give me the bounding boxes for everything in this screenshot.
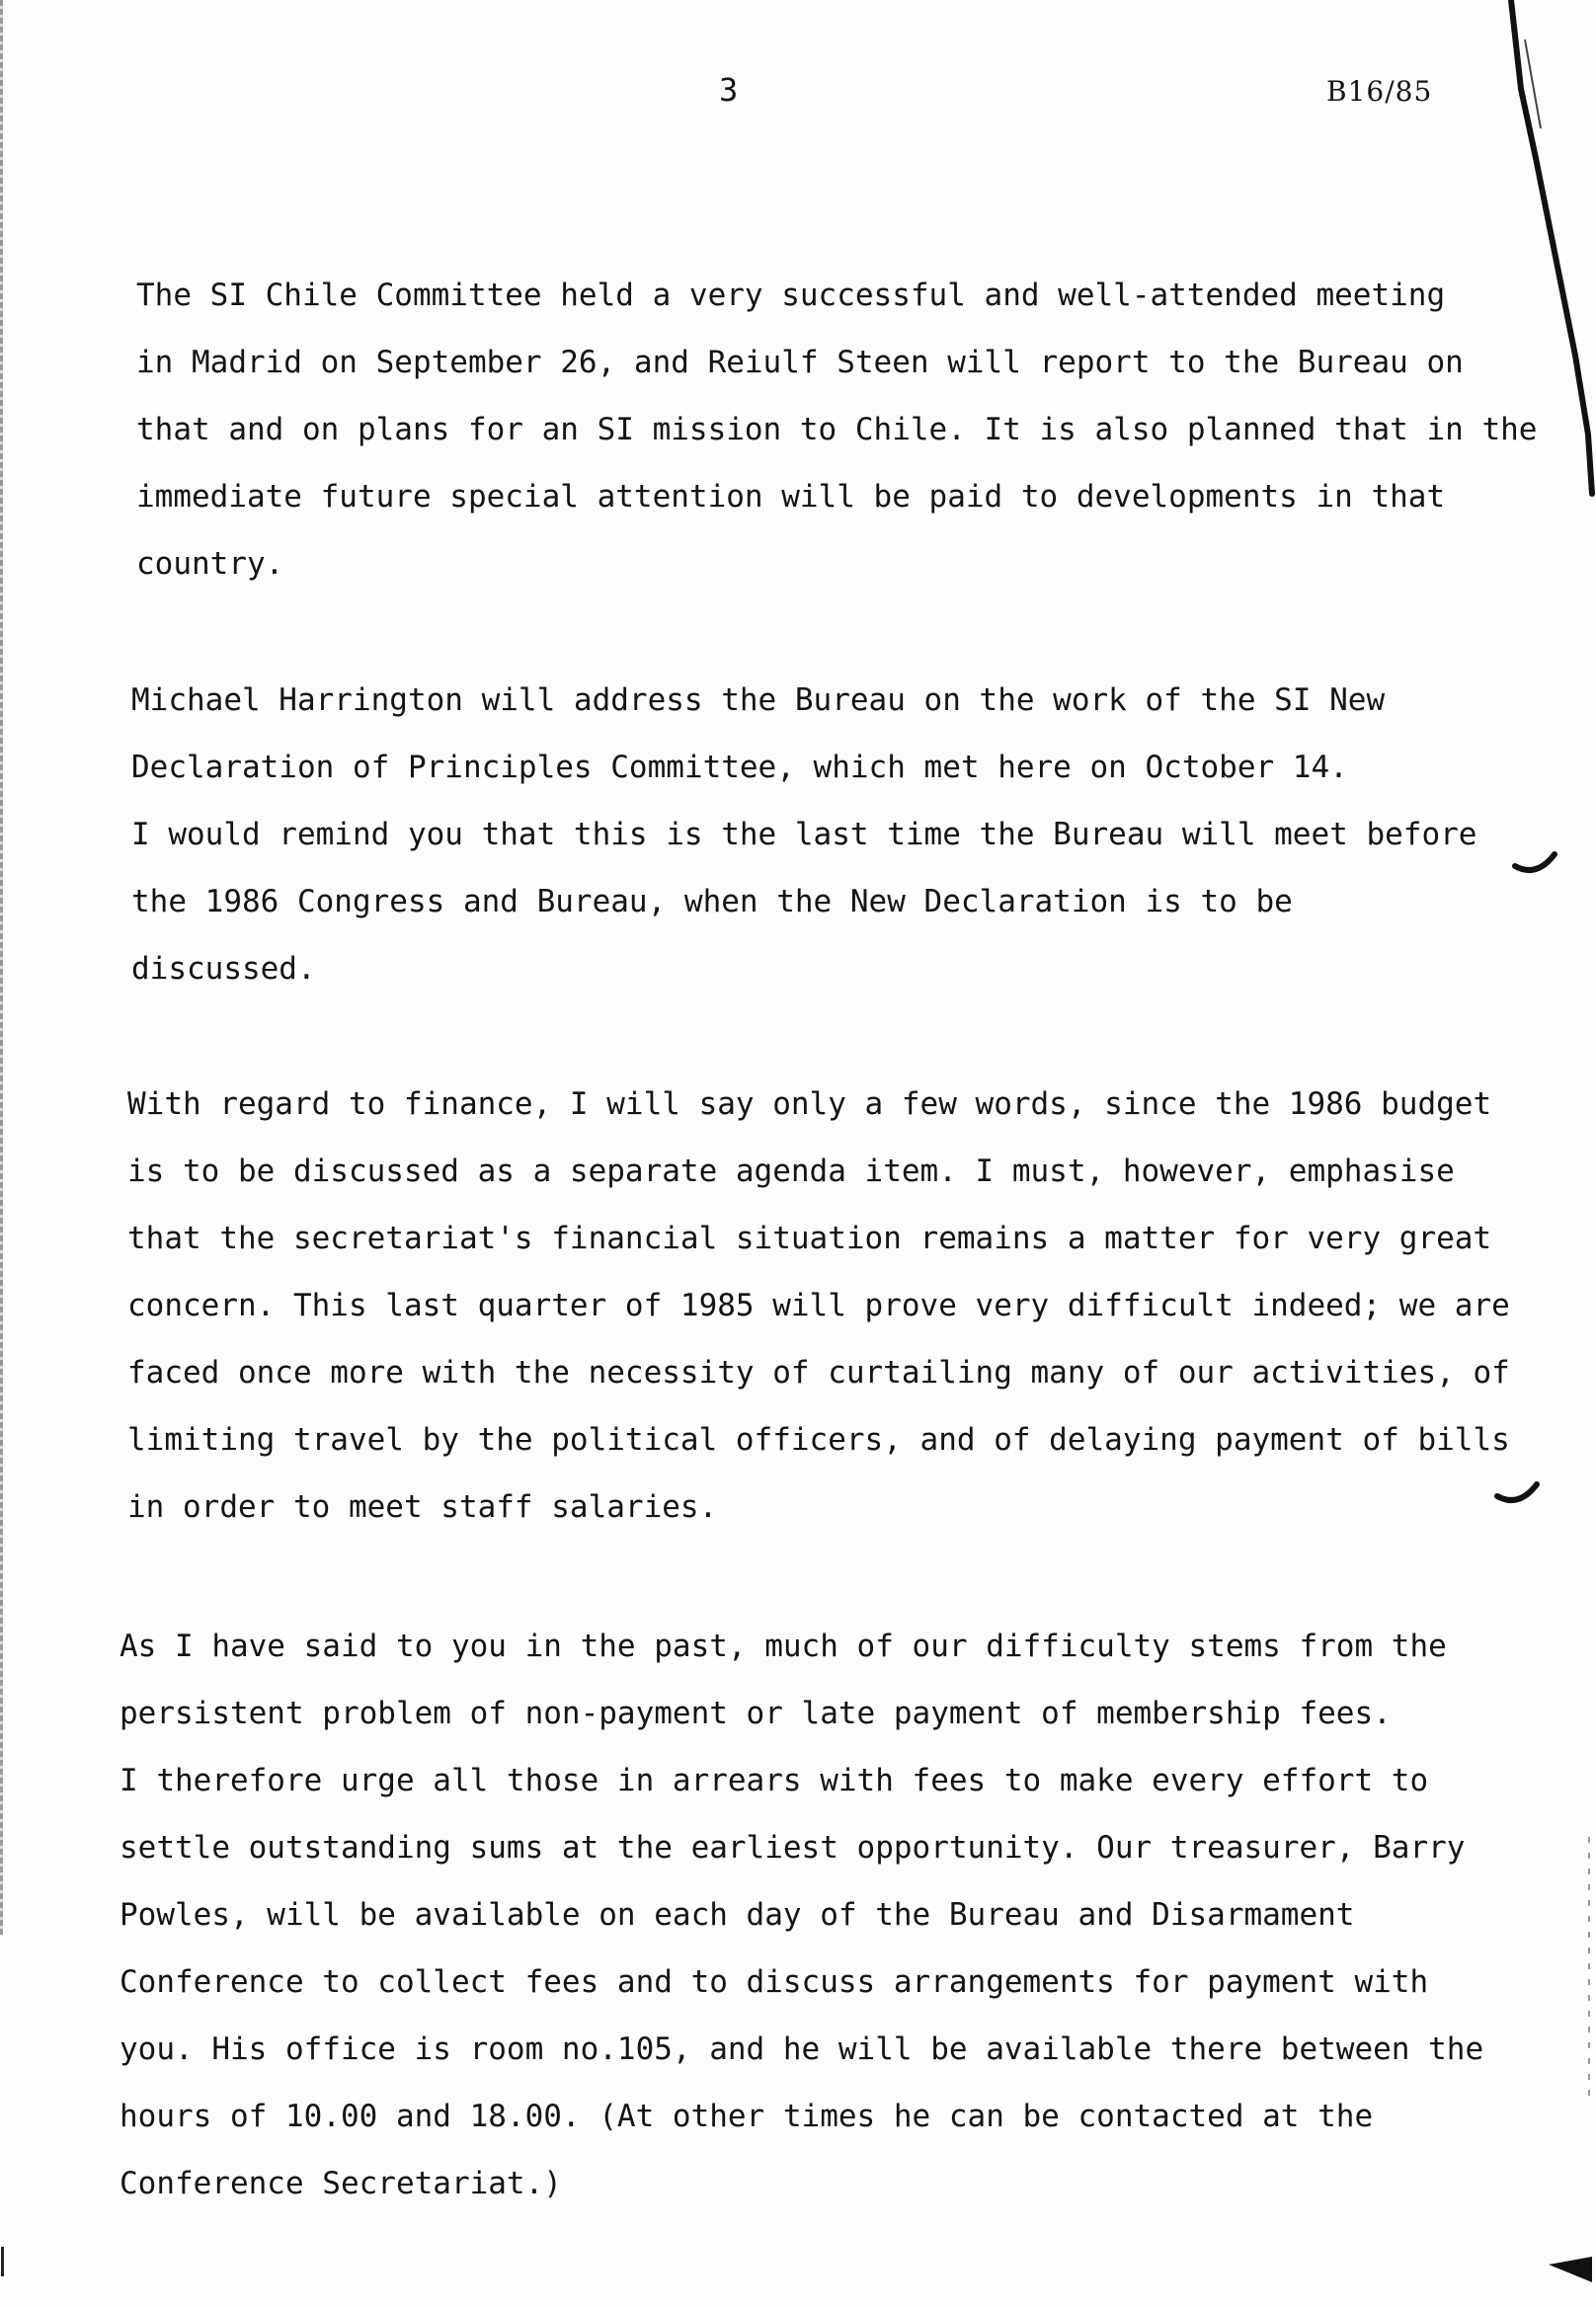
paragraph-membership-fees: As I have said to you in the past, much of our difficulty stems from the persistent problem of non-payment or late payment of membership fees. I therefore urge all those in arrears with fees to make every effort to settle outstanding sums at the earliest opportunity. Our treasurer, Barry Powles, will be available on each day of the Bureau and Disarmament Conference to collect fees and to discuss arrangements for payment with you. His office is room no.105, and he will be available there between the hours of 10.00 and 18.00. (At other times he can be contacted at the Conference Secretariat.) [120, 1629, 1484, 2201]
paragraph-chile-committee: The SI Chile Committee held a very successful and well-attended meeting in Madrid on September 26, and Reiulf Steen will report to the Bureau on that and on plans for an SI mission to Chile. It is also planned that in the immediate future special attention will be paid to developments in that country. [136, 278, 1538, 582]
scan-mark-curve-1 [1511, 844, 1560, 884]
scan-mark-dots-right [1585, 1837, 1593, 2104]
page-number: 3 [719, 71, 739, 109]
scan-edge-stroke-top-right [1481, 0, 1596, 514]
document-reference: B16/85 [1326, 75, 1433, 108]
scan-mark-bottom-right [1547, 2247, 1594, 2286]
scan-mark-curve-2 [1493, 1476, 1543, 1516]
scan-left-edge [0, 0, 3, 1936]
paragraph-finance: With regard to finance, I will say only a few words, since the 1986 budget is to be discussed as a separate agenda item. I must, however, emphasise that the secretariat's financial situation remains a matter for very great concern. This last quarter of 1985 will prove very difficult indeed; we are faced once more with the necessity of curtailing many of our activities, of limiting travel by the political officers, and of delaying payment of bills in order to meet staff salaries. [127, 1086, 1510, 1525]
scan-mark-bottom-left [0, 2247, 6, 2276]
paragraph-declaration-of-principles: Michael Harrington will address the Bureau on the work of the SI New Declaration of Principles Committee, which met here on October 14. I would remind you that this is the last time the Bureau will meet before the 1986 Congress and Bureau, when the New Declaration is to be discussed. [131, 682, 1477, 987]
